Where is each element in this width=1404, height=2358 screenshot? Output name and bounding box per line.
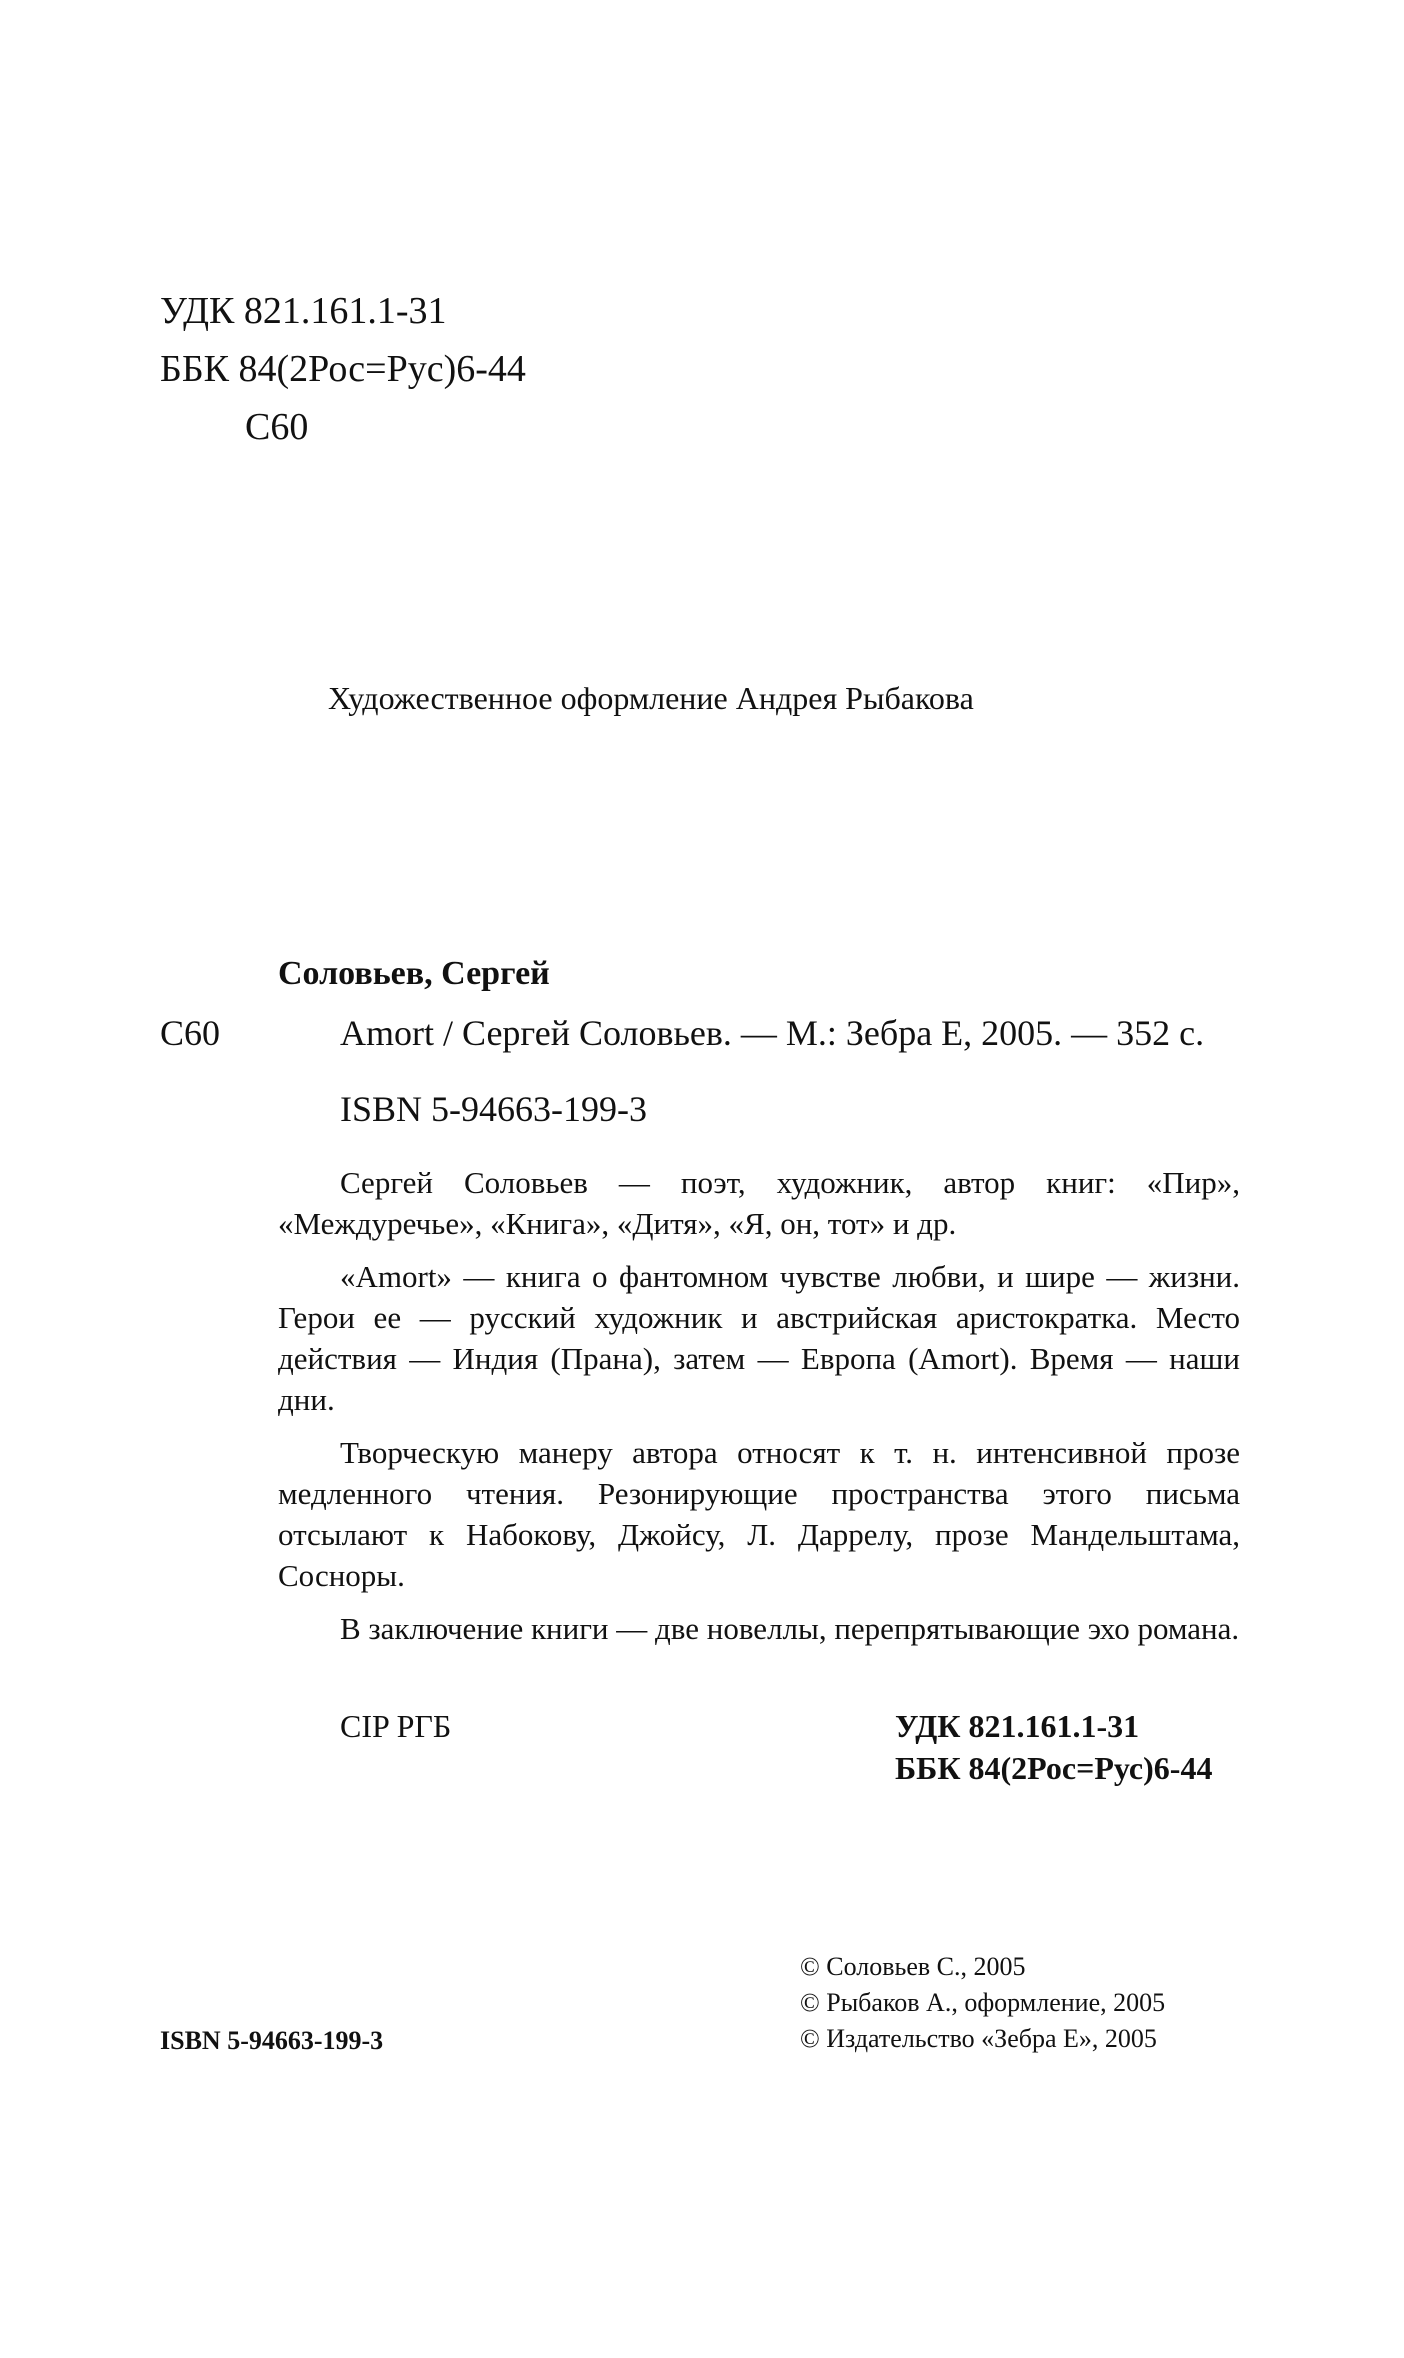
author-mark: С60 <box>245 406 309 448</box>
copyright-line: © Соловьев С., 2005 <box>800 1952 1026 1981</box>
copyright-line: © Рыбаков А., оформление, 2005 <box>800 1988 1166 2017</box>
bbk-code: ББК 84(2Рос=Рус)6-44 <box>160 348 526 390</box>
design-credit: Художественное оформление Андрея Рыбакова <box>328 680 974 716</box>
annotation-paragraph: В заключение книги — две новеллы, перепрятывающие эхо романа. <box>340 1611 1240 1646</box>
copyright-line: © Издательство «Зебра Е», 2005 <box>800 2024 1157 2053</box>
isbn-bottom: ISBN 5-94663-199-3 <box>160 2026 384 2055</box>
bottom-udk-code: УДК 821.161.1-31 <box>895 1708 1140 1744</box>
entry-isbn: ISBN 5-94663-199-3 <box>340 1089 647 1129</box>
annotation <box>278 1162 1240 1661</box>
cip-label: CIP РГБ <box>340 1708 452 1744</box>
udk-code: УДК 821.161.1-31 <box>160 290 447 332</box>
title-line: Amort / Сергей Соловьев. — М.: Зебра Е, 2005. — 352 с. <box>340 1013 1205 1053</box>
annotation-paragraph: «Amort» — книга о фантомном чувстве любви, и шире — жизни. Герои ее — русский художник и австрийская аристократка. Место действия — Индия (Прана), затем — Европа (Amort). Время — наши дни. <box>278 1259 1240 1417</box>
entry-mark: С60 <box>160 1013 221 1053</box>
bottom-bbk-code: ББК 84(2Рос=Рус)6-44 <box>895 1750 1213 1786</box>
author-heading: Соловьев, Сергей <box>278 955 550 992</box>
annotation-paragraph: Творческую манеру автора относят к т. н. интенсивной прозе медленного чтения. Резонирующие пространства этого письма отсылают к Набокову, Джойсу, Л. Даррелу, прозе Мандельштама, Сосноры. <box>278 1435 1240 1593</box>
annotation-paragraph: Сергей Соловьев — поэт, художник, автор книг: «Пир», «Междуречье», «Книга», «Дитя», «Я, он, тот» и др. <box>278 1165 1240 1241</box>
